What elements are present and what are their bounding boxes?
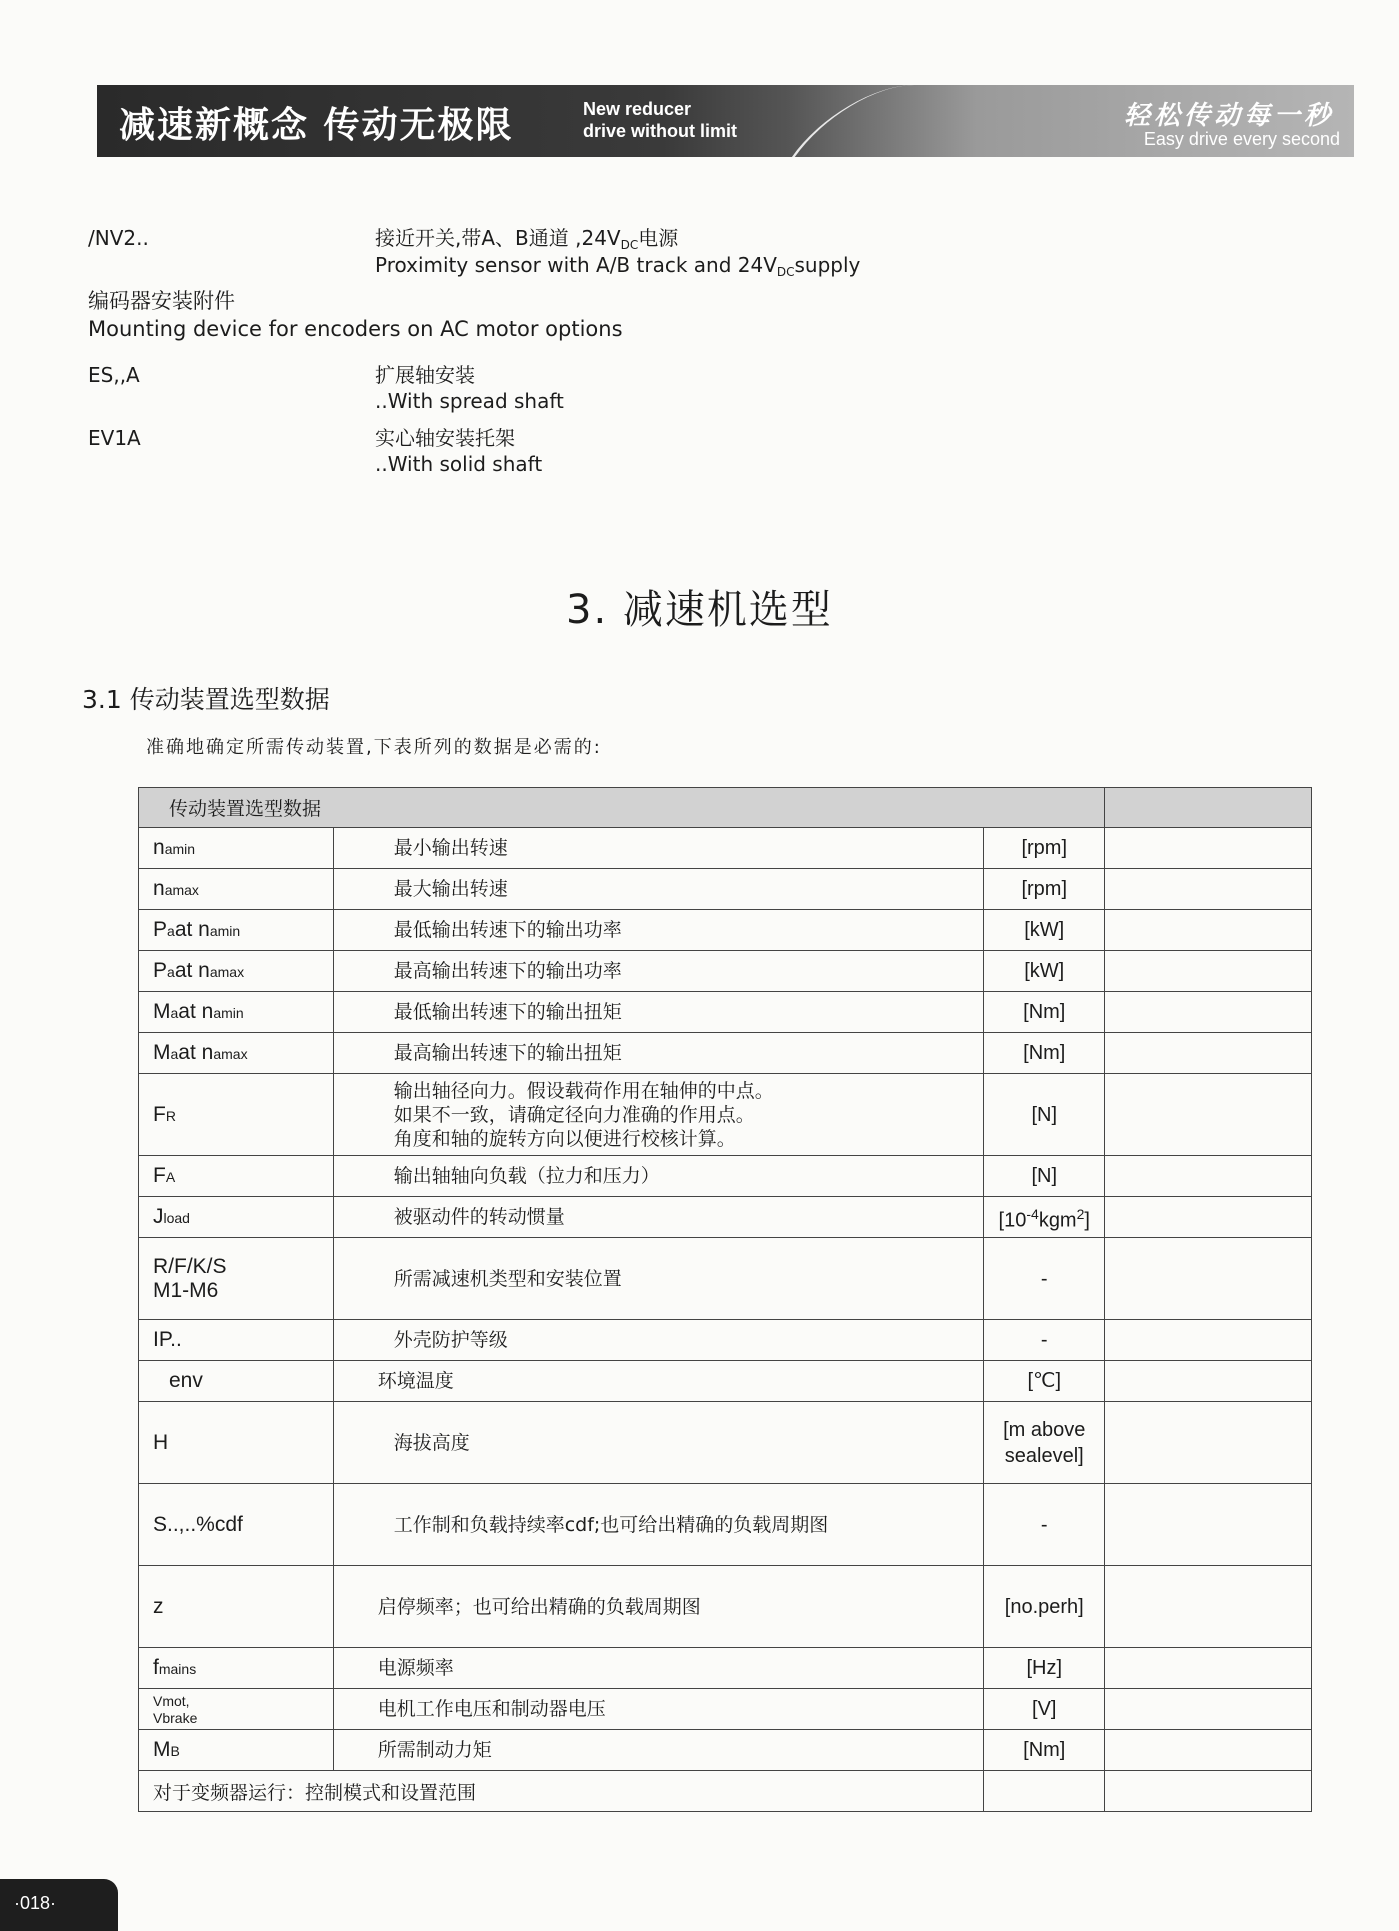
row-blank	[1105, 1484, 1312, 1566]
option-ev-code: EV1A	[88, 426, 141, 450]
table-row	[139, 1402, 1312, 1484]
table-row	[139, 1689, 1312, 1730]
row-blank	[1105, 951, 1312, 992]
row-unit: [N]	[984, 1156, 1105, 1197]
row-symbol: env	[139, 1361, 334, 1402]
row-description-line: 输出轴径向力。假设载荷作用在轴伸的中点。	[393, 1079, 774, 1102]
row-description-line: 如果不一致，请确定径向力准确的作用点。	[393, 1103, 755, 1126]
table-header-cell: 传动装置选型数据	[139, 788, 1105, 828]
table-row	[139, 1033, 1312, 1074]
table-row	[139, 910, 1312, 951]
row-unit: [Nm]	[984, 1033, 1105, 1074]
row-symbol: IP..	[139, 1320, 334, 1361]
row-description: 输出轴轴向负载（拉力和压力）	[333, 1156, 983, 1197]
section-title: 3. 减速机选型	[566, 587, 833, 633]
row-unit: [rpm]	[984, 828, 1105, 869]
table-header-row	[139, 788, 1312, 828]
banner-swoosh-decoration	[792, 85, 985, 157]
row-blank	[1105, 1320, 1312, 1361]
page-number-tab	[0, 1879, 118, 1931]
row-unit: [Nm]	[984, 992, 1105, 1033]
row-unit: $[10^{-4}kgm^2]$	[984, 1197, 1105, 1238]
row-symbol: Vmot, Vbrake	[139, 1689, 334, 1730]
table-row	[139, 1566, 1312, 1648]
row-description: 被驱动件的转动惯量	[333, 1197, 983, 1238]
row-blank	[1105, 1566, 1312, 1648]
table-row	[139, 1484, 1312, 1566]
page-number: ·018·	[14, 1893, 57, 1913]
row-description: 环境温度	[333, 1361, 983, 1402]
row-description: 外壳防护等级	[333, 1320, 983, 1361]
row-description: 海拔高度	[333, 1402, 983, 1484]
row-description	[333, 1074, 983, 1156]
row-symbol: Paat namin	[139, 910, 334, 951]
option-nv2-desc-en: Proximity sensor with A/B track and $24V_{DC}supply$	[375, 253, 861, 279]
table-row	[139, 828, 1312, 869]
row-symbol: Jload	[139, 1197, 334, 1238]
table-row	[139, 1238, 1312, 1320]
row-symbol: namin	[139, 828, 334, 869]
table-row	[139, 951, 1312, 992]
row-description: 最小输出转速	[333, 828, 983, 869]
row-description: 电源频率	[333, 1648, 983, 1689]
table-row	[139, 1648, 1312, 1689]
row-blank	[1105, 828, 1312, 869]
table-row	[139, 992, 1312, 1033]
row-blank	[1105, 1074, 1312, 1156]
row-blank	[1105, 1033, 1312, 1074]
row-blank	[1105, 1238, 1312, 1320]
row-symbol: Maat namax	[139, 1033, 334, 1074]
row-unit: [℃]	[984, 1361, 1105, 1402]
option-es-code: ES,,A	[88, 363, 140, 387]
table-row	[139, 1197, 1312, 1238]
row-description: 最大输出转速	[333, 869, 983, 910]
intro-text: 准确地确定所需传动装置,下表所列的数据是必需的:	[146, 737, 602, 758]
row-blank	[1105, 1156, 1312, 1197]
row-unit: [N]	[984, 1074, 1105, 1156]
table-header-blank	[1105, 788, 1312, 828]
row-description: 最低输出转速下的输出扭矩	[333, 992, 983, 1033]
row-unit	[984, 1771, 1105, 1812]
row-blank	[1105, 1689, 1312, 1730]
row-unit: [kW]	[984, 951, 1105, 992]
row-description-line: 角度和轴的旋转方向以便进行校核计算。	[393, 1127, 736, 1150]
table-row	[139, 1730, 1312, 1771]
row-symbol: MB	[139, 1730, 334, 1771]
row-symbol: S..,..%cdf	[139, 1484, 334, 1566]
option-ev-desc-en: ..With solid shaft	[375, 452, 543, 476]
row-symbol: Paat namax	[139, 951, 334, 992]
banner-slogan-en-line2: drive without limit	[583, 121, 738, 141]
subsection-title: 3.1 传动装置选型数据	[82, 685, 330, 714]
row-description: 所需制动力矩	[333, 1730, 983, 1771]
option-es-desc-en: ..With spread shaft	[375, 389, 564, 413]
table-row	[139, 1361, 1312, 1402]
row-description: 最低输出转速下的输出功率	[333, 910, 983, 951]
table-footer-row	[139, 1771, 1312, 1812]
row-description: 电机工作电压和制动器电压	[333, 1689, 983, 1730]
row-description: 工作制和负载持续率cdf;也可给出精确的负载周期图	[333, 1484, 983, 1566]
option-nv2-desc-cn: 接近开关,带A、B通道 $,24V_{DC}$电源	[375, 226, 679, 252]
row-description: 最高输出转速下的输出扭矩	[333, 1033, 983, 1074]
table-row	[139, 1156, 1312, 1197]
option-nv2-code: /NV2..	[88, 226, 149, 250]
header-banner	[97, 85, 1354, 157]
table-row	[139, 869, 1312, 910]
row-unit: [m above sealevel]	[984, 1402, 1105, 1484]
banner-tagline-en: Easy drive every second	[1143, 129, 1340, 149]
row-unit: [no.perh]	[984, 1566, 1105, 1648]
row-blank	[1105, 1771, 1312, 1812]
row-symbol: FR	[139, 1074, 334, 1156]
row-blank	[1105, 869, 1312, 910]
row-unit: [V]	[984, 1689, 1105, 1730]
table-row	[139, 1074, 1312, 1156]
banner-slogan-en	[583, 98, 737, 142]
row-unit: [Hz]	[984, 1648, 1105, 1689]
option-ev-desc-cn: 实心轴安装托架	[375, 426, 515, 450]
row-unit: -	[984, 1484, 1105, 1566]
row-unit: -	[984, 1320, 1105, 1361]
row-symbol: Maat namin	[139, 992, 334, 1033]
table-row	[139, 1320, 1312, 1361]
row-unit: [rpm]	[984, 869, 1105, 910]
encoder-block-title-en: Mounting device for encoders on AC motor options	[88, 317, 623, 341]
row-description: 启停频率；也可给出精确的负载周期图	[333, 1566, 983, 1648]
encoder-block-title-cn: 编码器安装附件	[88, 289, 235, 313]
row-symbol: namax	[139, 869, 334, 910]
row-blank	[1105, 1730, 1312, 1771]
row-symbol: R/F/K/S M1-M6	[139, 1238, 334, 1320]
selection-data-table	[138, 787, 1312, 1812]
row-description: 所需减速机类型和安装位置	[333, 1238, 983, 1320]
row-blank	[1105, 1402, 1312, 1484]
option-es-desc-cn: 扩展轴安装	[375, 363, 475, 387]
row-unit: [kW]	[984, 910, 1105, 951]
row-symbol: H	[139, 1402, 334, 1484]
row-unit: [Nm]	[984, 1730, 1105, 1771]
row-symbol: z	[139, 1566, 334, 1648]
banner-slogan-cn: 减速新概念 传动无极限	[119, 104, 514, 146]
table-footer-cell: 对于变频器运行：控制模式和设置范围	[139, 1771, 984, 1812]
row-blank	[1105, 1648, 1312, 1689]
banner-tagline-cn: 轻松传动每一秒	[1123, 101, 1334, 131]
row-unit: -	[984, 1238, 1105, 1320]
row-description: 最高输出转速下的输出功率	[333, 951, 983, 992]
banner-slogan-en-line1: New reducer	[583, 99, 692, 119]
row-blank	[1105, 910, 1312, 951]
row-blank	[1105, 1361, 1312, 1402]
row-blank	[1105, 1197, 1312, 1238]
row-blank	[1105, 992, 1312, 1033]
row-symbol: fmains	[139, 1648, 334, 1689]
row-symbol: FA	[139, 1156, 334, 1197]
